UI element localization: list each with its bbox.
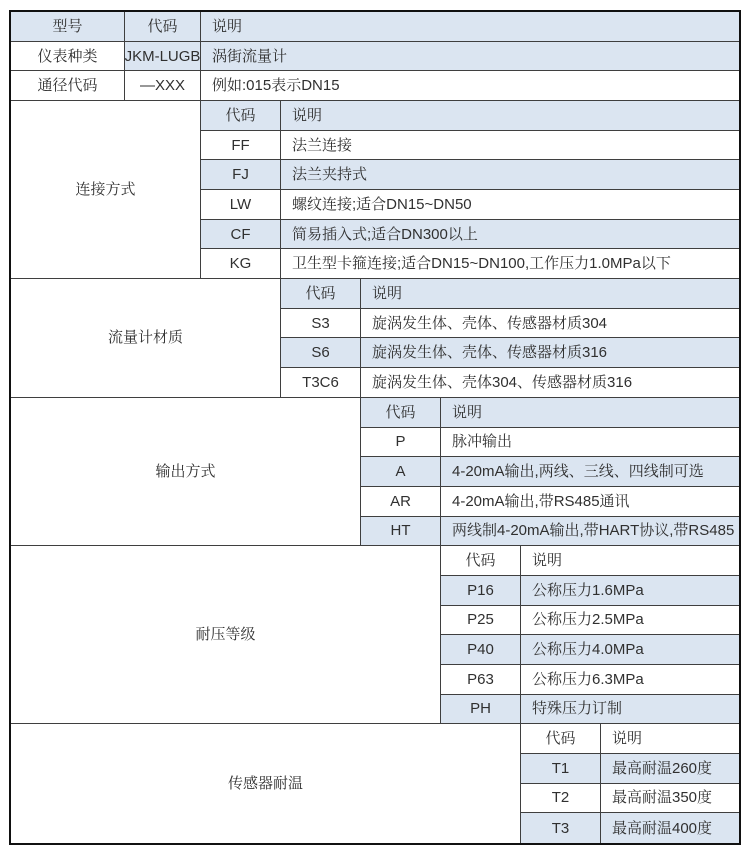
- option-desc: 4-20mA输出,两线、三线、四线制可选: [441, 457, 739, 487]
- option-desc: 两线制4-20mA输出,带HART协议,带RS485: [441, 517, 739, 547]
- option-code: P25: [441, 606, 521, 636]
- option-desc: 公称压力2.5MPa: [521, 606, 739, 636]
- section-temperature-label: 传感器耐温: [11, 724, 521, 843]
- option-code: P40: [441, 635, 521, 665]
- header-code: 代码: [125, 12, 201, 42]
- option-desc: 简易插入式;适合DN300以上: [281, 220, 739, 250]
- option-desc: 特殊压力订制: [521, 695, 739, 725]
- row-diameter-label: 通径代码: [11, 71, 125, 101]
- section-connection-subheader-code: 代码: [201, 101, 281, 131]
- row-diameter-code: —XXX: [125, 71, 201, 101]
- option-desc: 最高耐温260度: [601, 754, 739, 784]
- option-code: S6: [281, 338, 361, 368]
- option-desc: 法兰夹持式: [281, 160, 739, 190]
- option-code: T2: [521, 784, 601, 814]
- selection-table-grid: [11, 12, 739, 843]
- option-desc: 卫生型卡箍连接;适合DN15~DN100,工作压力1.0MPa以下: [281, 249, 739, 279]
- option-code: P: [361, 428, 441, 458]
- section-pressure-subheader-desc: 说明: [521, 546, 739, 576]
- header-model: 型号: [11, 12, 125, 42]
- option-desc: 公称压力6.3MPa: [521, 665, 739, 695]
- option-desc: 最高耐温400度: [601, 813, 739, 843]
- option-code: S3: [281, 309, 361, 339]
- section-output-label: 输出方式: [11, 398, 361, 546]
- option-code: AR: [361, 487, 441, 517]
- selection-table: [9, 10, 741, 845]
- option-code: P63: [441, 665, 521, 695]
- section-material-subheader-desc: 说明: [361, 279, 739, 309]
- header-desc: 说明: [201, 12, 739, 42]
- option-code: T1: [521, 754, 601, 784]
- option-code: HT: [361, 517, 441, 547]
- option-desc: 旋涡发生体、壳体、传感器材质316: [361, 338, 739, 368]
- section-temperature-subheader-code: 代码: [521, 724, 601, 754]
- option-code: FJ: [201, 160, 281, 190]
- section-material-subheader-code: 代码: [281, 279, 361, 309]
- section-pressure-subheader-code: 代码: [441, 546, 521, 576]
- option-code: CF: [201, 220, 281, 250]
- option-desc: 旋涡发生体、壳体304、传感器材质316: [361, 368, 739, 398]
- option-code: A: [361, 457, 441, 487]
- option-desc: 螺纹连接;适合DN15~DN50: [281, 190, 739, 220]
- option-code: T3C6: [281, 368, 361, 398]
- option-code: LW: [201, 190, 281, 220]
- section-connection-label: 连接方式: [11, 101, 201, 279]
- row-instrument-code: JKM-LUGB: [125, 42, 201, 72]
- option-desc: 公称压力1.6MPa: [521, 576, 739, 606]
- option-code: FF: [201, 131, 281, 161]
- option-code: KG: [201, 249, 281, 279]
- option-desc: 法兰连接: [281, 131, 739, 161]
- row-diameter-desc: 例如:015表示DN15: [201, 71, 739, 101]
- option-code: P16: [441, 576, 521, 606]
- option-desc: 4-20mA输出,带RS485通讯: [441, 487, 739, 517]
- option-desc: 公称压力4.0MPa: [521, 635, 739, 665]
- section-output-subheader-code: 代码: [361, 398, 441, 428]
- section-output-subheader-desc: 说明: [441, 398, 739, 428]
- section-pressure-label: 耐压等级: [11, 546, 441, 724]
- section-material-label: 流量计材质: [11, 279, 281, 398]
- row-instrument-desc: 涡街流量计: [201, 42, 739, 72]
- section-temperature-subheader-desc: 说明: [601, 724, 739, 754]
- option-desc: 脉冲输出: [441, 428, 739, 458]
- option-desc: 旋涡发生体、壳体、传感器材质304: [361, 309, 739, 339]
- option-code: T3: [521, 813, 601, 843]
- option-desc: 最高耐温350度: [601, 784, 739, 814]
- section-connection-subheader-desc: 说明: [281, 101, 739, 131]
- option-code: PH: [441, 695, 521, 725]
- row-instrument-label: 仪表种类: [11, 42, 125, 72]
